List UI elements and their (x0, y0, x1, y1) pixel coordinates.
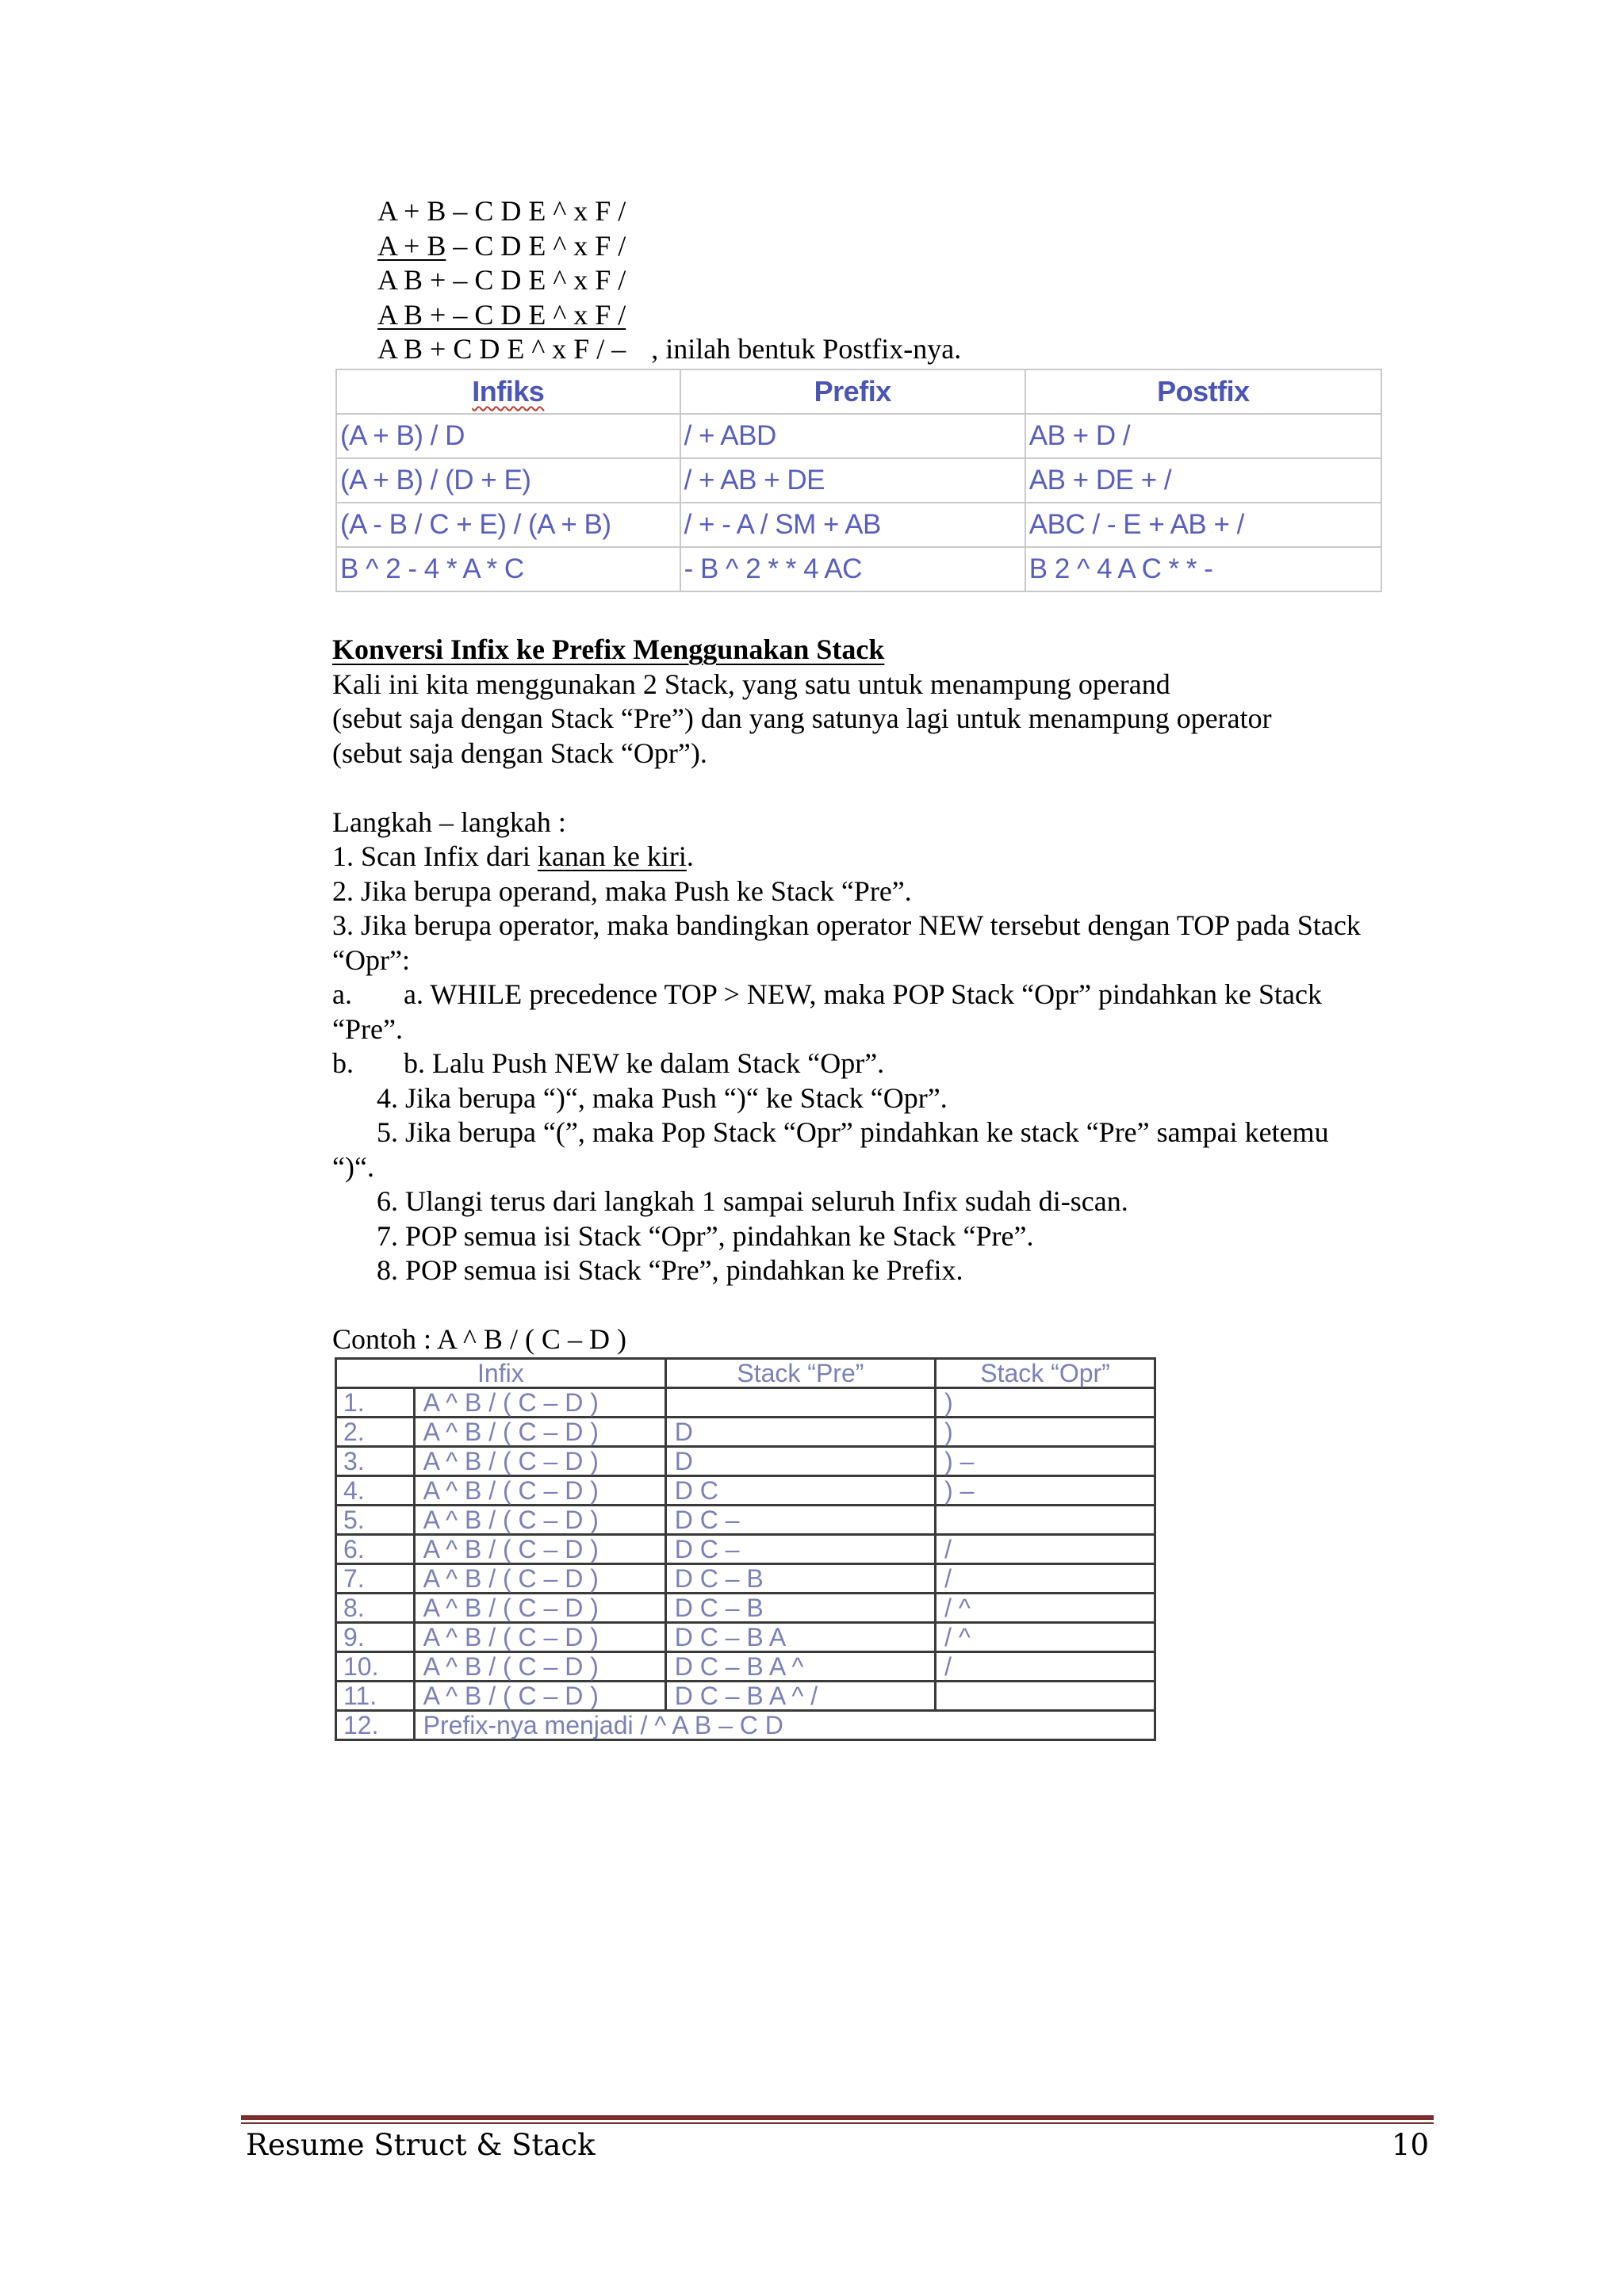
row-number: 2. (336, 1418, 415, 1447)
step-line-5-tail: , inilah bentuk Postfix-nya. (651, 333, 962, 365)
substep-a-cont: “Pre”. (332, 1012, 403, 1045)
substep-b: b. b. Lalu Push NEW ke dalam Stack “Opr”. (332, 1047, 885, 1079)
step-line-2-underlined: A + B (377, 229, 446, 262)
stack-opr-cell (936, 1506, 1155, 1535)
row-number: 5. (336, 1506, 415, 1535)
prefix-cell: / + ABD (680, 414, 1025, 458)
trace-row (336, 1564, 1155, 1594)
stack-opr-cell: ) (936, 1418, 1155, 1447)
trace-row (336, 1418, 1155, 1447)
row-number: 4. (336, 1476, 415, 1506)
page-number: 10 (1391, 2128, 1429, 2162)
prefix-cell: - B ^ 2 * * 4 AC (680, 547, 1025, 591)
stack-opr-cell (936, 1682, 1155, 1711)
trace-row (336, 1652, 1155, 1682)
header-stack-pre: Stack “Pre” (665, 1359, 935, 1388)
stack-opr-cell: / (936, 1535, 1155, 1564)
step-7: 7. POP semua isi Stack “Opr”, pindahkan ke Stack “Pre”. (377, 1219, 1034, 1252)
footer-rule (241, 2115, 1434, 2120)
infix-cell: (A + B) / (D + E) (336, 458, 680, 503)
infix-cell: A ^ B / ( C – D ) (414, 1682, 665, 1711)
step-8: 8. POP semua isi Stack “Pre”, pindahkan ke Prefix. (377, 1254, 963, 1286)
infix-cell: B ^ 2 - 4 * A * C (336, 547, 680, 591)
step-4: 4. Jika berupa “)“, maka Push “)“ ke Stack “Opr”. (377, 1081, 948, 1114)
intro-line-2: (sebut saja dengan Stack “Pre”) dan yang satunya lagi untuk menampung operator (332, 702, 1272, 734)
example-expression: Contoh : A ^ B / ( C – D ) (332, 1323, 626, 1355)
stack-opr-cell: ) – (936, 1476, 1155, 1506)
step-line-1: A + B – C D E ^ x F / (377, 195, 626, 227)
header-infix: Infix (336, 1359, 666, 1388)
infix-cell: A ^ B / ( C – D ) (414, 1476, 665, 1506)
section-heading: Konversi Infix ke Prefix Menggunakan Stack (332, 633, 885, 665)
stack-opr-cell: / ^ (936, 1623, 1155, 1652)
infix-cell: A ^ B / ( C – D ) (414, 1564, 665, 1594)
header-prefix: Prefix (680, 369, 1025, 414)
row-number: 10. (336, 1652, 415, 1682)
step-line-2 (377, 229, 961, 264)
section-body (332, 633, 1442, 1357)
stack-pre-cell: D C (665, 1476, 935, 1506)
step-line-3: A B + – C D E ^ x F / (377, 264, 626, 296)
conversion-table (335, 369, 1382, 592)
infix-cell: A ^ B / ( C – D ) (414, 1623, 665, 1652)
infix-cell: (A + B) / D (336, 414, 680, 458)
stack-pre-cell: D C – (665, 1506, 935, 1535)
step-1: 1. Scan Infix dari kanan ke kiri. (332, 840, 694, 872)
trace-row (336, 1682, 1155, 1711)
step-line-5-expr: A B + C D E ^ x F / – (377, 333, 626, 365)
infix-cell: A ^ B / ( C – D ) (414, 1506, 665, 1535)
infix-cell: A ^ B / ( C – D ) (414, 1418, 665, 1447)
header-stack-opr: Stack “Opr” (936, 1359, 1155, 1388)
table-row (336, 414, 1381, 458)
trace-row (336, 1594, 1155, 1623)
step-3-cont: “Opr”: (332, 943, 410, 976)
substep-a: a. a. WHILE precedence TOP > NEW, maka POP Stack “Opr” pindahkan ke Stack (332, 978, 1322, 1010)
trace-row (336, 1506, 1155, 1535)
postfix-steps (377, 194, 961, 367)
prefix-cell: / + AB + DE (680, 458, 1025, 503)
stack-pre-cell: D C – B (665, 1594, 935, 1623)
trace-final-row (336, 1711, 1155, 1740)
step-1-direction: kanan ke kiri (537, 840, 687, 872)
stack-pre-cell: D C – B A ^ (665, 1652, 935, 1682)
step-2: 2. Jika berupa operand, maka Push ke Stack “Pre”. (332, 874, 912, 907)
stack-opr-cell: / (936, 1564, 1155, 1594)
intro-line-3: (sebut saja dengan Stack “Opr”). (332, 737, 707, 769)
trace-row (336, 1535, 1155, 1564)
stack-opr-cell: / ^ (936, 1594, 1155, 1623)
trace-row (336, 1388, 1155, 1418)
postfix-cell: AB + DE + / (1025, 458, 1381, 503)
prefix-cell: / + - A / SM + AB (680, 503, 1025, 547)
infix-cell: A ^ B / ( C – D ) (414, 1447, 665, 1476)
stack-pre-cell: D C – B A (665, 1623, 935, 1652)
trace-table (335, 1357, 1156, 1741)
table-row (336, 503, 1381, 547)
row-number: 7. (336, 1564, 415, 1594)
steps-title: Langkah – langkah : (332, 806, 566, 838)
step-5: 5. Jika berupa “(”, maka Pop Stack “Opr” pindahkan ke stack “Pre” sampai ketemu (377, 1116, 1329, 1148)
postfix-cell: ABC / - E + AB + / (1025, 503, 1381, 547)
stack-opr-cell: ) – (936, 1447, 1155, 1476)
step-5-cont: “)“. (332, 1150, 374, 1183)
trace-row (336, 1623, 1155, 1652)
footer-rule-thin (241, 2122, 1434, 2124)
postfix-cell: AB + D / (1025, 414, 1381, 458)
row-number: 12. (336, 1711, 415, 1740)
row-number: 3. (336, 1447, 415, 1476)
step-3: 3. Jika berupa operator, maka bandingkan operator NEW tersebut dengan TOP pada Stack (332, 909, 1361, 941)
header-postfix: Postfix (1025, 369, 1381, 414)
stack-pre-cell: D C – (665, 1535, 935, 1564)
postfix-cell: B 2 ^ 4 A C * * - (1025, 547, 1381, 591)
intro-line-1: Kali ini kita menggunakan 2 Stack, yang satu untuk menampung operand (332, 668, 1170, 700)
stack-pre-cell: D C – B (665, 1564, 935, 1594)
final-prefix-text: Prefix-nya menjadi / ^ A B – C D (414, 1711, 1155, 1740)
step-line-4: A B + – C D E ^ x F / (377, 298, 626, 331)
infix-cell: (A - B / C + E) / (A + B) (336, 503, 680, 547)
table-row (336, 458, 1381, 503)
trace-table-body (336, 1388, 1155, 1711)
stack-opr-cell: / (936, 1652, 1155, 1682)
row-number: 1. (336, 1388, 415, 1418)
trace-row (336, 1447, 1155, 1476)
stack-opr-cell: ) (936, 1388, 1155, 1418)
row-number: 6. (336, 1535, 415, 1564)
infix-cell: A ^ B / ( C – D ) (414, 1535, 665, 1564)
stack-pre-cell: D (665, 1418, 935, 1447)
infix-cell: A ^ B / ( C – D ) (414, 1594, 665, 1623)
trace-table-header (336, 1359, 1155, 1388)
step-line-2-rest: – C D E ^ x F / (446, 229, 626, 262)
table-row (336, 547, 1381, 591)
row-number: 11. (336, 1682, 415, 1711)
row-number: 9. (336, 1623, 415, 1652)
stack-pre-cell: D (665, 1447, 935, 1476)
header-infiks: Infiks (336, 369, 680, 414)
conversion-table-header (336, 369, 1381, 414)
footer-title: Resume Struct & Stack (246, 2128, 596, 2162)
infix-cell: A ^ B / ( C – D ) (414, 1388, 665, 1418)
row-number: 8. (336, 1594, 415, 1623)
step-6: 6. Ulangi terus dari langkah 1 sampai seluruh Infix sudah di-scan. (377, 1185, 1128, 1217)
trace-row (336, 1476, 1155, 1506)
infix-cell: A ^ B / ( C – D ) (414, 1652, 665, 1682)
stack-pre-cell (665, 1388, 935, 1418)
stack-pre-cell: D C – B A ^ / (665, 1682, 935, 1711)
step-line-5 (377, 332, 961, 367)
